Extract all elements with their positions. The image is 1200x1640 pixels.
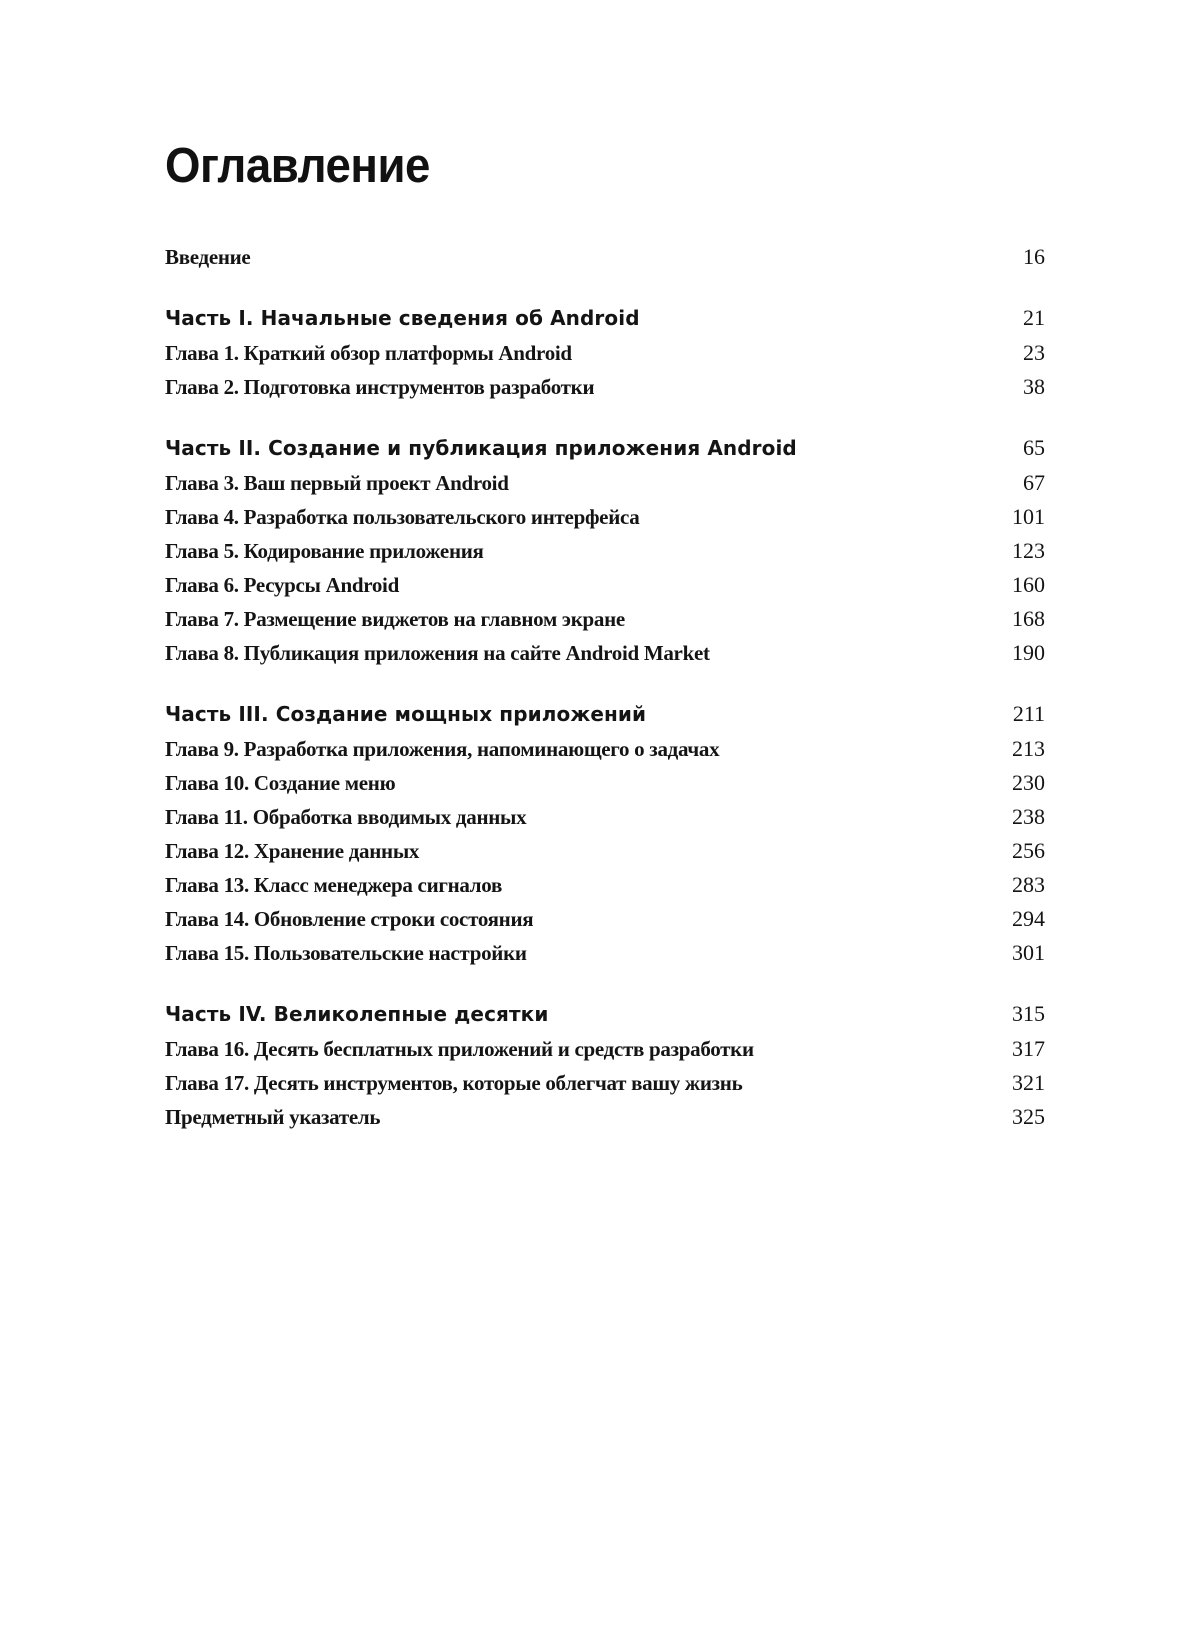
toc-chapter-label: Глава 1. Краткий обзор платформы Android: [165, 341, 572, 365]
toc-page-number: 315: [1012, 1001, 1045, 1026]
toc-chapter-label: Глава 11. Обработка вводимых данных: [165, 805, 527, 829]
toc-page-number: 230: [1012, 770, 1045, 795]
toc-entry-label: Введение: [165, 245, 251, 269]
toc-page-number: 213: [1012, 736, 1045, 761]
table-of-contents: [165, 240, 1045, 1134]
toc-part-label: Часть II. Создание и публикация приложения Android: [165, 436, 797, 460]
toc-page-number: 283: [1012, 872, 1045, 897]
toc-chapter-7: [165, 602, 1045, 636]
toc-chapter-13: [165, 868, 1045, 902]
toc-chapter-1: [165, 336, 1045, 370]
toc-page-number: 294: [1012, 906, 1045, 931]
toc-chapter-14: [165, 902, 1045, 936]
toc-chapter-8: [165, 636, 1045, 670]
toc-chapter-label: Глава 12. Хранение данных: [165, 839, 420, 863]
toc-page-number: 325: [1012, 1104, 1045, 1129]
section-spacer: [165, 404, 1045, 430]
toc-chapter-label: Глава 16. Десять бесплатных приложений и средств разработки: [165, 1037, 754, 1061]
toc-part-label: Часть IV. Великолепные десятки: [165, 1002, 549, 1026]
toc-chapter-15: [165, 936, 1045, 970]
toc-chapter-label: Глава 15. Пользовательские настройки: [165, 941, 527, 965]
toc-page-number: 160: [1012, 572, 1045, 597]
toc-page-number: 21: [1023, 305, 1045, 330]
toc-part-label: Часть I. Начальные сведения об Android: [165, 306, 640, 330]
toc-chapter-label: Глава 6. Ресурсы Android: [165, 573, 399, 597]
toc-chapter-label: Глава 3. Ваш первый проект Android: [165, 471, 509, 495]
toc-entry-label: Предметный указатель: [165, 1105, 381, 1129]
toc-chapter-label: Глава 17. Десять инструментов, которые облегчат вашу жизнь: [165, 1071, 743, 1095]
section-spacer: [165, 970, 1045, 996]
toc-entry-introduction: [165, 240, 1045, 274]
toc-chapter-label: Глава 13. Класс менеджера сигналов: [165, 873, 502, 897]
toc-chapter-17: [165, 1066, 1045, 1100]
toc-chapter-label: Глава 2. Подготовка инструментов разработки: [165, 375, 595, 399]
toc-page-number: 16: [1023, 244, 1045, 269]
toc-chapter-label: Глава 4. Разработка пользовательского интерфейса: [165, 505, 640, 529]
toc-page-number: 301: [1012, 940, 1045, 965]
toc-page-number: 317: [1012, 1036, 1045, 1061]
toc-page-number: 168: [1012, 606, 1045, 631]
toc-page-number: 23: [1023, 340, 1045, 365]
toc-chapter-label: Глава 14. Обновление строки состояния: [165, 907, 534, 931]
toc-page-number: 190: [1012, 640, 1045, 665]
toc-chapter-label: Глава 7. Размещение виджетов на главном экране: [165, 607, 625, 631]
toc-part-label: Часть III. Создание мощных приложений: [165, 702, 647, 726]
section-spacer: [165, 274, 1045, 300]
toc-page-number: 256: [1012, 838, 1045, 863]
toc-part-1: [165, 300, 1045, 336]
toc-chapter-label: Глава 9. Разработка приложения, напоминающего о задачах: [165, 737, 720, 761]
section-spacer: [165, 670, 1045, 696]
toc-page-number: 65: [1023, 435, 1045, 460]
toc-part-4: [165, 996, 1045, 1032]
page-title: Оглавление: [165, 139, 430, 193]
toc-chapter-label: Глава 8. Публикация приложения на сайте Android Market: [165, 641, 710, 665]
toc-page-number: 238: [1012, 804, 1045, 829]
toc-chapter-10: [165, 766, 1045, 800]
toc-chapter-9: [165, 732, 1045, 766]
toc-chapter-6: [165, 568, 1045, 602]
toc-page-number: 211: [1012, 701, 1045, 726]
toc-page-number: 67: [1023, 470, 1045, 495]
toc-chapter-3: [165, 466, 1045, 500]
toc-chapter-4: [165, 500, 1045, 534]
toc-page-number: 101: [1012, 504, 1045, 529]
toc-chapter-label: Глава 10. Создание меню: [165, 771, 396, 795]
toc-entry-index: [165, 1100, 1045, 1134]
toc-page-number: 38: [1023, 374, 1045, 399]
toc-part-2: [165, 430, 1045, 466]
toc-chapter-2: [165, 370, 1045, 404]
toc-chapter-16: [165, 1032, 1045, 1066]
toc-page-number: 123: [1012, 538, 1045, 563]
toc-page-number: 321: [1012, 1070, 1045, 1095]
toc-chapter-label: Глава 5. Кодирование приложения: [165, 539, 484, 563]
toc-chapter-11: [165, 800, 1045, 834]
toc-chapter-12: [165, 834, 1045, 868]
toc-chapter-5: [165, 534, 1045, 568]
toc-part-3: [165, 696, 1045, 732]
